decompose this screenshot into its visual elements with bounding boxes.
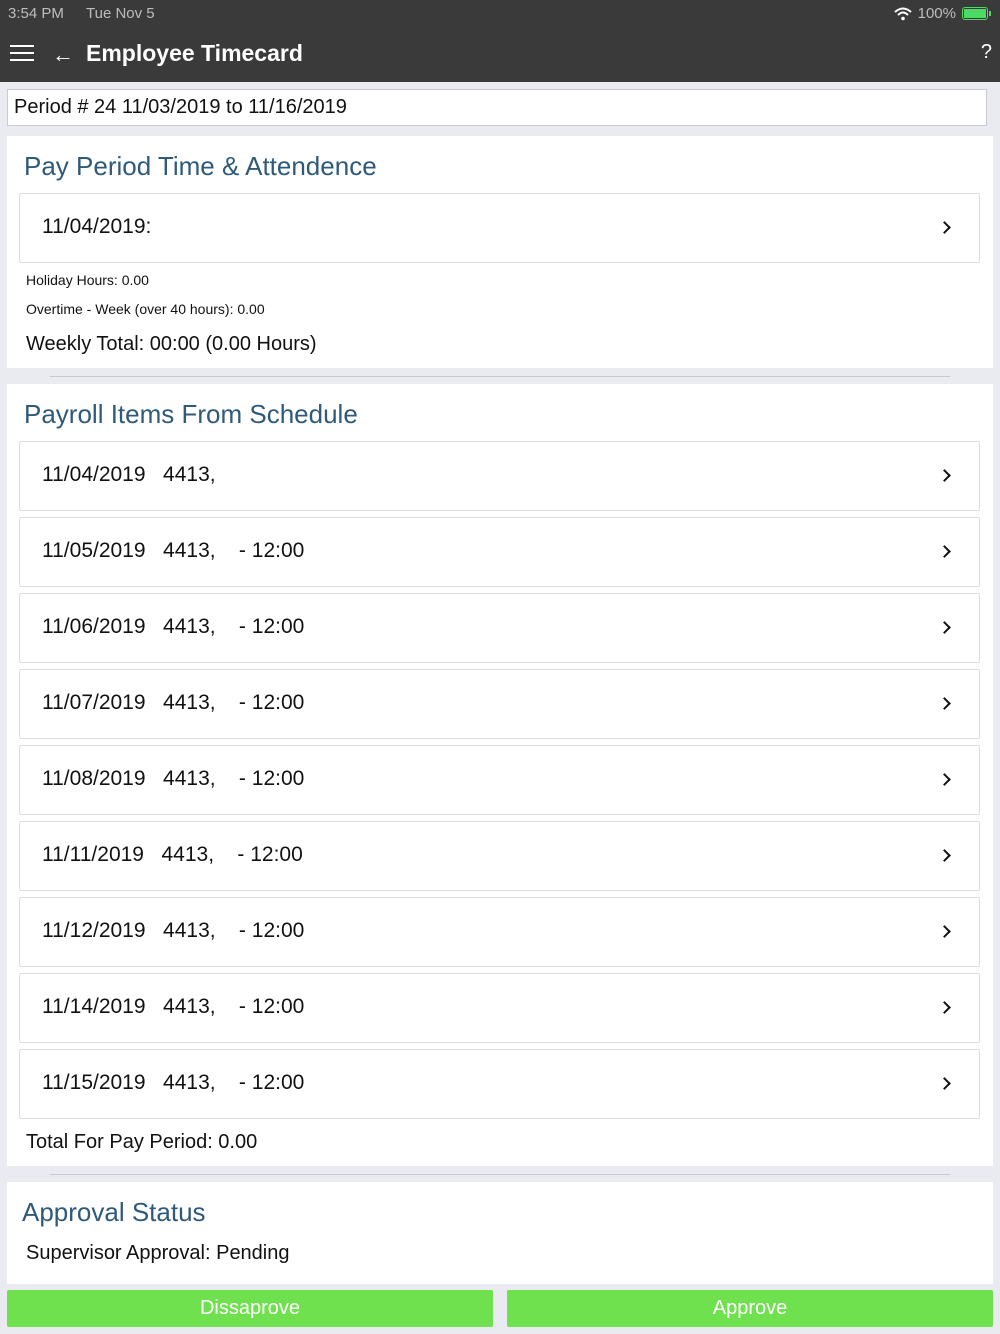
chevron-right-icon bbox=[938, 469, 951, 482]
chevron-right-icon bbox=[938, 1001, 951, 1014]
status-indicators bbox=[894, 5, 988, 22]
payroll-item-row[interactable] bbox=[19, 517, 980, 587]
nav-bar bbox=[0, 28, 1000, 82]
payroll-item-row[interactable] bbox=[19, 821, 980, 891]
payroll-section-title: Payroll Items From Schedule bbox=[24, 399, 358, 429]
pay-period-total: Total For Pay Period: 0.00 bbox=[26, 1131, 258, 1153]
payroll-item-label: 11/05/2019 4413, - 12:00 bbox=[42, 539, 305, 562]
payroll-card bbox=[7, 384, 993, 1166]
battery-percent: 100% bbox=[917, 5, 956, 22]
payroll-item-row[interactable] bbox=[19, 897, 980, 967]
attendance-section-title: Pay Period Time & Attendence bbox=[24, 151, 377, 181]
payroll-item-row[interactable] bbox=[19, 745, 980, 815]
status-time: 3:54 PM bbox=[8, 5, 64, 22]
period-selector[interactable]: Period # 24 11/03/2019 to 11/16/2019 bbox=[7, 89, 987, 126]
supervisor-approval-status: Supervisor Approval: Pending bbox=[26, 1242, 290, 1264]
page-title: Employee Timecard bbox=[86, 40, 303, 66]
payroll-item-label: 11/04/2019 4413, bbox=[42, 463, 216, 486]
payroll-item-row[interactable] bbox=[19, 669, 980, 739]
chevron-right-icon bbox=[938, 621, 951, 634]
chevron-right-icon bbox=[938, 773, 951, 786]
payroll-item-row[interactable] bbox=[19, 973, 980, 1043]
attendance-day-row[interactable] bbox=[19, 193, 980, 263]
payroll-item-label: 11/12/2019 4413, - 12:00 bbox=[42, 919, 305, 942]
payroll-item-label: 11/06/2019 4413, - 12:00 bbox=[42, 615, 305, 638]
approval-section-title: Approval Status bbox=[22, 1197, 206, 1227]
payroll-item-label: 11/08/2019 4413, - 12:00 bbox=[42, 767, 305, 790]
divider bbox=[50, 1174, 950, 1175]
chevron-right-icon bbox=[938, 221, 951, 234]
wifi-icon bbox=[894, 7, 912, 21]
hamburger-menu-icon[interactable] bbox=[10, 45, 34, 63]
battery-charging-icon bbox=[962, 7, 988, 20]
overtime-hours: Overtime - Week (over 40 hours): 0.00 bbox=[26, 301, 265, 317]
action-bar bbox=[0, 1284, 1000, 1334]
payroll-item-row[interactable] bbox=[19, 593, 980, 663]
weekly-total: Weekly Total: 00:00 (0.00 Hours) bbox=[26, 333, 317, 355]
back-arrow-icon[interactable]: ← bbox=[52, 42, 74, 67]
chevron-right-icon bbox=[938, 697, 951, 710]
disapprove-button[interactable]: Dissaprove bbox=[7, 1290, 493, 1327]
status-date: Tue Nov 5 bbox=[86, 5, 155, 22]
payroll-item-label: 11/11/2019 4413, - 12:00 bbox=[42, 843, 303, 866]
payroll-item-label: 11/14/2019 4413, - 12:00 bbox=[42, 995, 305, 1018]
payroll-item-row[interactable] bbox=[19, 441, 980, 511]
attendance-day-label: 11/04/2019: bbox=[42, 215, 152, 238]
chevron-right-icon bbox=[938, 849, 951, 862]
chevron-right-icon bbox=[938, 1077, 951, 1090]
chevron-right-icon bbox=[938, 925, 951, 938]
holiday-hours: Holiday Hours: 0.00 bbox=[26, 272, 149, 288]
approval-card bbox=[7, 1182, 993, 1284]
attendance-card bbox=[7, 136, 993, 368]
approve-button[interactable]: Approve bbox=[507, 1290, 993, 1327]
payroll-item-label: 11/07/2019 4413, - 12:00 bbox=[42, 691, 305, 714]
payroll-item-label: 11/15/2019 4413, - 12:00 bbox=[42, 1071, 305, 1094]
chevron-right-icon bbox=[938, 545, 951, 558]
status-bar bbox=[0, 0, 1000, 28]
help-icon[interactable]: ? bbox=[980, 41, 992, 63]
divider bbox=[50, 376, 950, 377]
payroll-item-row[interactable] bbox=[19, 1049, 980, 1119]
